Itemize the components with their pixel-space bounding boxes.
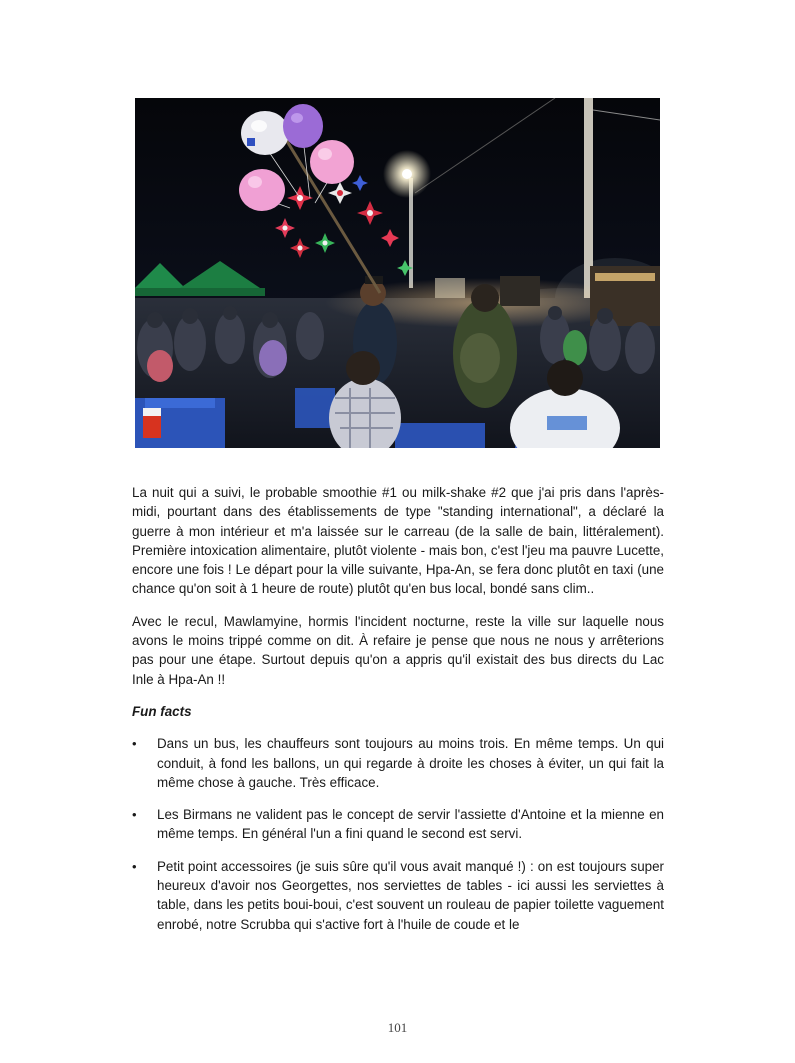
bullet-icon: • bbox=[132, 736, 137, 752]
fun-facts-list bbox=[132, 734, 664, 934]
bullet-icon: • bbox=[132, 858, 137, 874]
fun-facts-heading: Fun facts bbox=[132, 703, 192, 719]
list-item bbox=[132, 805, 664, 844]
list-item-text: Dans un bus, les chauffeurs sont toujours au moins trois. En même temps. Un qui conduit, à fond les ballons, un qui regarde à droite les choses à éviter, un qui fait la même chose à gauche. Très efficace. bbox=[157, 736, 664, 790]
list-item-text: Petit point accessoires (je suis sûre qu'il vous avait manqué !) : on est toujours super heureux d'avoir nos Georgettes, nos serviettes de tables - ici aussi les serviettes à table, dans les petits boui-boui, c'est souvent un rouleau de papier toilette vaguement enrobé, notre Scrubba qui s'active fort à l'huile de coude et le bbox=[157, 858, 664, 932]
list-item-text: Les Birmans ne valident pas le concept de servir l'assiette d'Antoine et la mienne en même temps. En général l'un a fini quand le second est servi. bbox=[157, 807, 664, 842]
bullet-icon: • bbox=[132, 807, 137, 823]
list-item bbox=[132, 734, 664, 792]
paragraph-night-illness: La nuit qui a suivi, le probable smoothie #1 ou milk-shake #2 que j'ai pris dans l'après-midi, pourtant dans des établissements de type "standing international", a déclaré la guerre à mon intérieur et m'a laissée sur le carreau (de la salle de bain, littéralement). Première intoxication alimentaire, plutôt violente - mais bon, c'est l'jeu ma pauvre Lucette, encore une fois ! Le départ pour la ville suivante, Hpa-An, se fera donc plutôt en taxi (une chance qu'on soit à 1 heure de route) plutôt qu'en bus local, bondé sans clim.. bbox=[132, 485, 664, 597]
page-number: 101 bbox=[387, 1020, 408, 1035]
body-text bbox=[132, 483, 664, 947]
paragraph-mawlamyine-review: Avec le recul, Mawlamyine, hormis l'incident nocturne, reste la ville sur laquelle nous avons le moins trippé comme on dit. À refaire je pense que nous ne nous y arrêterions pas pour une étape. Surtout depuis qu'on a appris qu'il existait des bus directs du Lac Inle à Hpa-An !! bbox=[132, 613, 664, 687]
list-item bbox=[132, 857, 664, 934]
night-market-photo bbox=[135, 98, 660, 448]
